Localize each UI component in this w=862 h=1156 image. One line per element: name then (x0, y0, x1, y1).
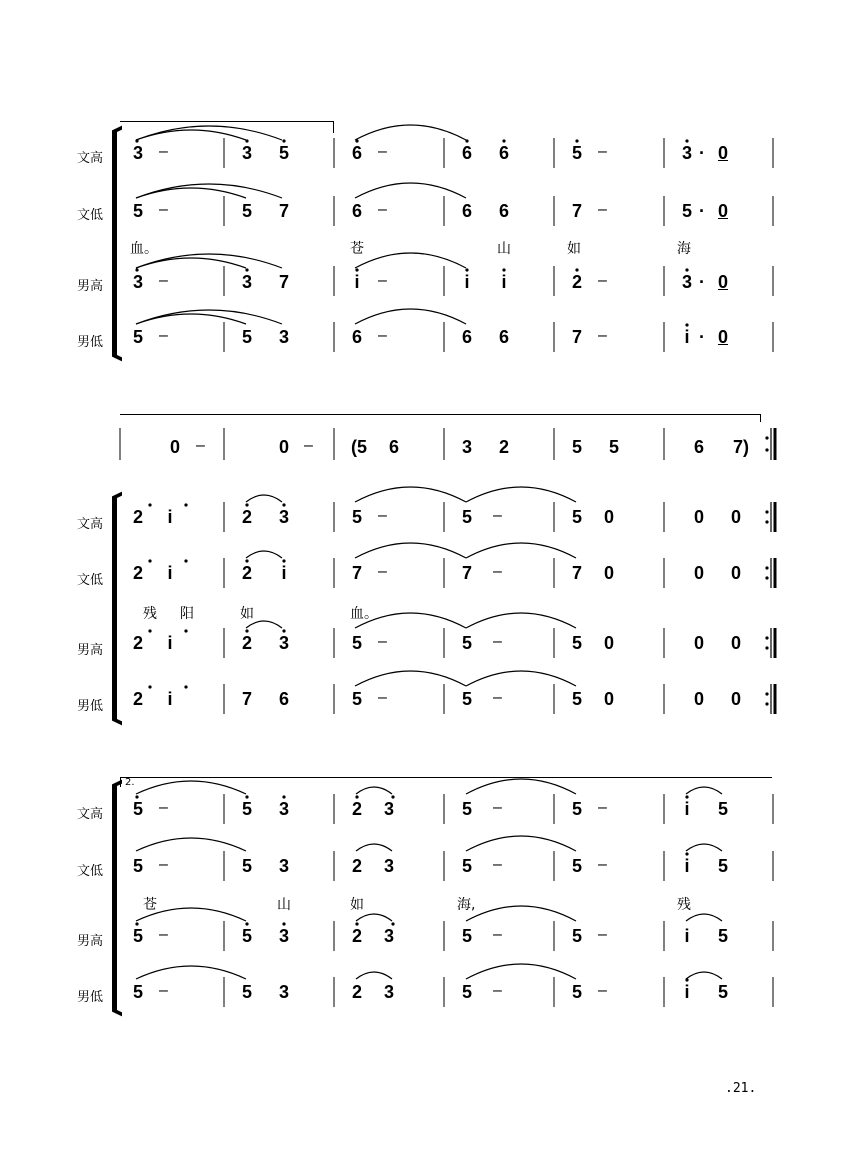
slur (355, 253, 466, 268)
note: 7 (571, 327, 582, 347)
octave-dot (685, 139, 688, 142)
note: 5 (571, 799, 582, 819)
octave-dot (765, 692, 768, 695)
note: 0 (730, 689, 741, 709)
lyric: 如 (567, 241, 581, 257)
note: 7 (278, 272, 289, 292)
slur (136, 258, 246, 268)
part-label: 文低 (77, 864, 104, 879)
volta-label: 2. (125, 777, 135, 788)
note: 3 (461, 437, 472, 457)
note: 5 (717, 982, 728, 1002)
note: 2 (241, 563, 252, 583)
note-dash: – (493, 507, 502, 524)
note: 5 (241, 926, 252, 946)
slur (356, 914, 392, 921)
octave-dot (148, 685, 151, 688)
octave-dot (245, 795, 248, 798)
note: 7 (571, 201, 582, 221)
note: 5 (608, 437, 619, 457)
slur (136, 314, 246, 324)
octave-dot (465, 268, 468, 271)
octave-dot (184, 685, 187, 688)
slur (466, 779, 576, 794)
slur (686, 844, 722, 851)
lyric: 海 (677, 241, 691, 257)
octave-dot (355, 795, 358, 798)
note: 5 (571, 689, 582, 709)
octave-dot (502, 268, 505, 271)
note-dash: – (493, 563, 502, 580)
note: 0 (603, 507, 614, 527)
note: 5 (571, 143, 582, 163)
note: i (354, 272, 360, 292)
note: 5 (571, 856, 582, 876)
note: 0 (693, 507, 704, 527)
octave-dot (245, 629, 248, 632)
note-dash: – (493, 856, 502, 873)
part-label: 文高 (77, 151, 104, 166)
slur (136, 126, 282, 140)
slur (355, 543, 466, 558)
note-dash: – (378, 507, 387, 524)
note: 2 (498, 437, 509, 457)
slur (466, 671, 576, 686)
lyric: 山 (277, 897, 291, 913)
octave-dot (245, 268, 248, 271)
octave-dot (391, 922, 394, 925)
note: 5 (571, 437, 582, 457)
slur (355, 487, 466, 502)
octave-dot (575, 139, 578, 142)
slur (136, 310, 282, 324)
lyric: 山 (497, 241, 511, 257)
part-label: 文高 (77, 807, 104, 822)
note: 5 (351, 507, 362, 527)
note: 6 (498, 327, 509, 347)
note-dash: – (598, 272, 607, 289)
note: 2 (132, 689, 143, 709)
note: 6 (461, 143, 472, 163)
slur (136, 254, 282, 268)
note: 2 (351, 799, 362, 819)
slur (136, 781, 246, 794)
octave-dot (391, 795, 394, 798)
note: 2 (351, 982, 362, 1002)
note: i (684, 926, 690, 946)
octave-dot (355, 268, 358, 271)
slur (355, 183, 466, 198)
slur (136, 188, 246, 198)
note: 5 (461, 856, 472, 876)
note: 7 (241, 689, 252, 709)
note: 0 (717, 143, 728, 163)
note-dot: · (699, 143, 705, 163)
note: 5 (132, 926, 143, 946)
note: 5 (132, 327, 143, 347)
octave-dot (765, 646, 768, 649)
octave-dot (148, 503, 151, 506)
note-dash: – (598, 856, 607, 873)
part-label: 文低 (77, 208, 104, 223)
note-dash: – (493, 689, 502, 706)
note: 3 (681, 272, 692, 292)
octave-dot (355, 922, 358, 925)
note: (5 (350, 437, 367, 457)
octave-dot (355, 139, 358, 142)
note: 6 (388, 437, 399, 457)
note: 3 (278, 327, 289, 347)
note: i (684, 799, 690, 819)
slur (356, 844, 392, 851)
note: 2 (132, 507, 143, 527)
note: 5 (681, 201, 692, 221)
slur (136, 966, 246, 979)
lyric: 血。 (350, 606, 378, 622)
slur (355, 613, 466, 628)
note-dash: – (378, 143, 387, 160)
lyric: 残 (143, 606, 157, 622)
note: 5 (132, 201, 143, 221)
note: 5 (241, 982, 252, 1002)
part-label: 文高 (77, 517, 104, 532)
note: 5 (717, 926, 728, 946)
octave-dot (685, 795, 688, 798)
note: i (684, 982, 690, 1002)
note: 2 (571, 272, 582, 292)
note: 5 (132, 799, 143, 819)
note: 5 (241, 799, 252, 819)
note: 6 (461, 201, 472, 221)
note: 0 (603, 563, 614, 583)
note: 6 (693, 437, 704, 457)
note: 5 (461, 926, 472, 946)
note-dash: – (378, 633, 387, 650)
octave-dot (148, 559, 151, 562)
lyric: 如 (350, 897, 364, 913)
octave-dot (148, 629, 151, 632)
note: 3 (681, 143, 692, 163)
octave-dot (184, 503, 187, 506)
note: 3 (383, 926, 394, 946)
note: 3 (383, 799, 394, 819)
note: 5 (241, 327, 252, 347)
lyric: 苍 (143, 897, 157, 913)
note: 0 (717, 272, 728, 292)
note-dash: – (598, 982, 607, 999)
slur (466, 964, 576, 979)
lyric: 阳 (180, 606, 194, 622)
part-label: 文低 (77, 573, 104, 588)
note-dot: · (699, 201, 705, 221)
note: 5 (571, 926, 582, 946)
note: 6 (498, 143, 509, 163)
note: 6 (461, 327, 472, 347)
slur (136, 184, 282, 198)
note-dash: – (493, 633, 502, 650)
slur (686, 787, 722, 794)
octave-dot (502, 139, 505, 142)
note-dash: – (598, 143, 607, 160)
slur (466, 836, 576, 851)
octave-dot (184, 559, 187, 562)
octave-dot (245, 922, 248, 925)
note: 3 (132, 143, 143, 163)
note: 2 (241, 507, 252, 527)
note: 0 (603, 633, 614, 653)
note-dash: – (493, 926, 502, 943)
note: 3 (278, 799, 289, 819)
note: i (167, 507, 173, 527)
note: 5 (461, 799, 472, 819)
lyric: 如 (240, 606, 254, 622)
slur (356, 787, 392, 794)
note-dash: – (378, 689, 387, 706)
note: 0 (717, 201, 728, 221)
note: 5 (717, 856, 728, 876)
note: 0 (693, 633, 704, 653)
note: 6 (278, 689, 289, 709)
octave-dot (685, 852, 688, 855)
note: 0 (693, 563, 704, 583)
lyric: 苍 (350, 241, 364, 257)
note: 3 (278, 633, 289, 653)
note: 0 (730, 563, 741, 583)
part-label: 男低 (77, 990, 104, 1005)
note: i (684, 327, 690, 347)
lyric: 残 (677, 897, 691, 913)
note: 5 (278, 143, 289, 163)
note-dash: – (159, 327, 168, 344)
note: i (167, 563, 173, 583)
note: i (684, 856, 690, 876)
note: 7 (351, 563, 362, 583)
note-dash: – (598, 327, 607, 344)
note: 0 (278, 437, 289, 457)
note: 2 (132, 563, 143, 583)
note: 5 (461, 507, 472, 527)
note: 0 (730, 633, 741, 653)
part-label: 男高 (77, 643, 104, 658)
note: 5 (132, 982, 143, 1002)
note: 3 (278, 926, 289, 946)
note-dash: – (378, 201, 387, 218)
lyric: 血。 (130, 241, 158, 257)
note: 7 (278, 201, 289, 221)
note: 5 (461, 982, 472, 1002)
note-dash: – (159, 856, 168, 873)
note: 7 (461, 563, 472, 583)
note-dot: · (699, 272, 705, 292)
note-dash: – (598, 799, 607, 816)
octave-dot (765, 702, 768, 705)
note: 3 (383, 856, 394, 876)
note: 3 (383, 982, 394, 1002)
slur (466, 487, 576, 502)
octave-dot (282, 503, 285, 506)
note: 5 (241, 201, 252, 221)
note-dash: – (159, 982, 168, 999)
note: 5 (717, 799, 728, 819)
octave-dot (135, 922, 138, 925)
part-label: 男低 (77, 335, 104, 350)
slur (355, 309, 466, 324)
slur (136, 908, 246, 921)
note: 2 (132, 633, 143, 653)
note: 0 (717, 327, 728, 347)
part-label: 男低 (77, 699, 104, 714)
note: 6 (351, 143, 362, 163)
octave-dot (685, 978, 688, 981)
note: 3 (278, 507, 289, 527)
octave-dot (765, 636, 768, 639)
note: 2 (351, 926, 362, 946)
note-dash: – (159, 272, 168, 289)
note-dash: – (304, 437, 313, 454)
octave-dot (765, 436, 768, 439)
note: i (167, 633, 173, 653)
note: 6 (351, 201, 362, 221)
slur (466, 543, 576, 558)
octave-dot (765, 566, 768, 569)
note: 5 (461, 633, 472, 653)
note: 0 (693, 689, 704, 709)
slur (355, 125, 466, 140)
note: i (464, 272, 470, 292)
note-dot: · (699, 327, 705, 347)
note: 2 (351, 856, 362, 876)
octave-dot (575, 268, 578, 271)
note-dash: – (598, 201, 607, 218)
slur (466, 613, 576, 628)
note-dash: – (378, 327, 387, 344)
note: 5 (351, 689, 362, 709)
note-dash: – (598, 926, 607, 943)
octave-dot (245, 139, 248, 142)
note-dash: – (493, 982, 502, 999)
note: 5 (351, 633, 362, 653)
slur (246, 551, 282, 558)
note-dash: – (196, 437, 205, 454)
note: 5 (571, 982, 582, 1002)
note: 3 (132, 272, 143, 292)
note: 7 (571, 563, 582, 583)
note: i (167, 689, 173, 709)
lyric: 海, (457, 897, 476, 913)
note-dash: – (159, 926, 168, 943)
note: 3 (278, 856, 289, 876)
octave-dot (135, 139, 138, 142)
note-dash: – (378, 563, 387, 580)
note: 3 (241, 143, 252, 163)
note: 3 (278, 982, 289, 1002)
octave-dot (765, 448, 768, 451)
octave-dot (765, 510, 768, 513)
slur (686, 972, 722, 979)
part-label: 男高 (77, 279, 104, 294)
octave-dot (135, 268, 138, 271)
note: 5 (461, 689, 472, 709)
slur (246, 621, 282, 628)
octave-dot (765, 520, 768, 523)
note: 0 (169, 437, 180, 457)
slur (466, 906, 576, 921)
octave-dot (135, 795, 138, 798)
note: 0 (603, 689, 614, 709)
octave-dot (765, 576, 768, 579)
note-dash: – (159, 201, 168, 218)
octave-dot (184, 629, 187, 632)
note-dash: – (378, 272, 387, 289)
note-dash: – (159, 799, 168, 816)
note: 0 (730, 507, 741, 527)
slur (686, 914, 722, 921)
note: i (281, 563, 287, 583)
octave-dot (282, 922, 285, 925)
octave-dot (282, 139, 285, 142)
octave-dot (282, 795, 285, 798)
note: 7) (732, 437, 749, 457)
slur (136, 130, 246, 140)
octave-dot (282, 629, 285, 632)
octave-dot (685, 268, 688, 271)
slur (136, 838, 246, 851)
page-number: .21. (725, 1081, 757, 1096)
note: 6 (351, 327, 362, 347)
note: 5 (571, 507, 582, 527)
part-label: 男高 (77, 934, 104, 949)
note: 6 (498, 201, 509, 221)
octave-dot (245, 559, 248, 562)
slur (246, 495, 282, 502)
note: 5 (241, 856, 252, 876)
slur (355, 671, 466, 686)
note-dash: – (159, 143, 168, 160)
octave-dot (465, 139, 468, 142)
note: 5 (571, 633, 582, 653)
note: 2 (241, 633, 252, 653)
note: 3 (241, 272, 252, 292)
note-dash: – (493, 799, 502, 816)
note: i (501, 272, 507, 292)
slur (356, 972, 392, 979)
octave-dot (245, 503, 248, 506)
octave-dot (685, 323, 688, 326)
octave-dot (282, 559, 285, 562)
note: 5 (132, 856, 143, 876)
